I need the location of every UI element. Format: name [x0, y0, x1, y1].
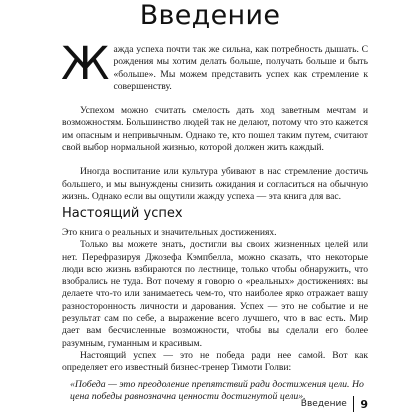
section-paragraph-2: Только вы можете знать, достигли вы своих жизненных целей или нет. Перефразируя Джозефа Кэмпбелла, можно сказать, что некоторые люди всю жизнь взбираются по лестнице, только чтобы обнаружить, что взобрались не туда. Вот почему я говорю о «реальных» достижениях: вы делаете что-то или занимаетесь чем-то, что наиболее ярко отражает вашу разносторонность личности и дарования. Успех — это не событие и не результат сам по себе, а выражение всего лучшего, что в вас есть. Мир дает вам бесчисленные возможности, чтобы вы сделали его более разумным, гуманным и красивым. — [62, 239, 368, 349]
quote-text: «Победа — это преодоление препятствий ради достижения цели. Но цена победы равнозначна ценности достигнутой цели». — [70, 378, 364, 402]
section-paragraph-3: Настоящий успех — это не победа ради нее самой. Вот как определяет его известный бизнес-тренер Тимоти Голви: — [62, 349, 368, 374]
drop-cap-letter: Ж — [61, 37, 110, 90]
intro-paragraph-3: Иногда воспитание или культура убивают в нас стремление достичь большего, и мы вынуждены снизить ожидания и согласиться на обычную жизнь. Однако если вы ощутили жажду успеха — эта книга для вас. — [62, 166, 368, 202]
chapter-title: Введение — [139, 0, 281, 31]
page-number: 9 — [360, 397, 368, 411]
page-footer — [301, 396, 368, 412]
paragraph-spacer — [62, 154, 368, 166]
section-heading: Настоящий успех — [62, 206, 183, 221]
section-text-block — [62, 227, 368, 403]
section-paragraph-1: Это книга о реальных и значительных достижениях. — [62, 227, 277, 238]
intro-paragraph-1-text: ажда успеха почти так же сильна, как потребность дышать. С рождения мы хотим делать больше, получать больше и быть «больше». Мы можем представить успех как стремление к совершенству. — [113, 44, 368, 92]
intro-paragraph-2: Успехом можно считать смелость дать ход заветным мечтам и возможностям. Большинство людей так не делают, потому что это кажется им опасным и непривычным. Однако те, кто пошел таким путем, считают свой выбор нормальной жизнью, которой должен жить каждый. — [62, 105, 368, 154]
footer-divider — [353, 396, 355, 412]
paragraph-spacer — [62, 93, 368, 105]
intro-text-block — [61, 37, 368, 203]
running-footer-label: Введение — [300, 399, 347, 409]
intro-paragraph-1 — [61, 37, 368, 93]
